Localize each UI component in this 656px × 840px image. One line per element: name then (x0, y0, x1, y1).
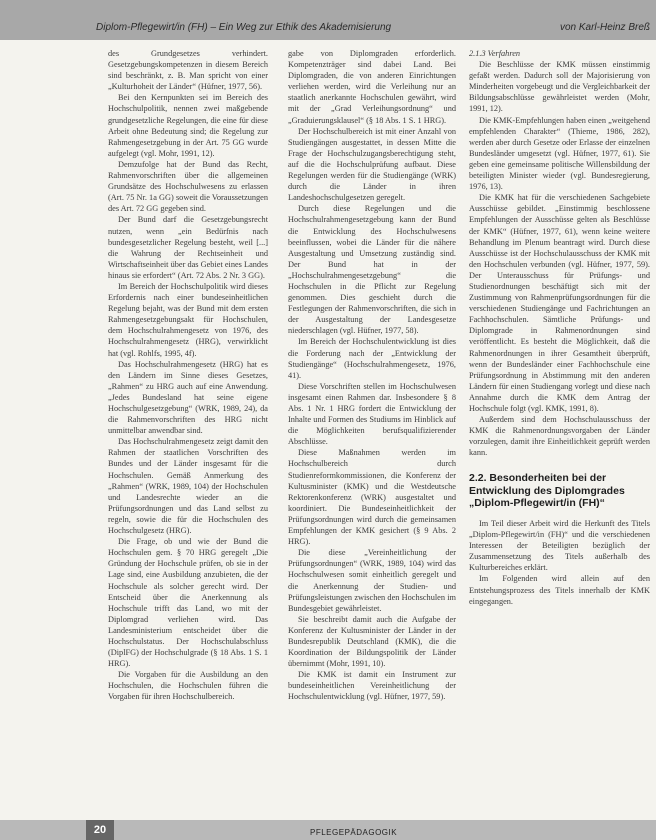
paragraph: gabe von Diplomgraden erforderlich. Kompetenzträger sind dabei Land. Bei Diplomgraden, die von anderen Einrichtungen verliehen werden, wird die Verleihung nur an staatlich anerkannte Hochschulen gewährt, wird mit der „Grad Verleihungsordnung“ und „Graduierungsklausel“ (§ 18 Abs. 1 S. 1 HRG). (288, 49, 456, 125)
paragraph: Im Bereich der Hochschulentwicklung ist dies die Forderung nach der „Entwicklung der Studiengänge“ (Hochschulrahmengesetz, 1976, 41). (288, 337, 456, 380)
paragraph: Durch diese Regelungen und die Hochschulrahmengesetzgebung kann der Bund die Entwicklung des Hochschulwesens beeinflussen, wobei die Länder für die nähere Ausgestaltung und Umsetzung zuständig sind. Der Bund hat in der „Hochschulrahmengesetzgebung“ die Hochschulen in die Pflicht zur Regelung genommen. Dies geschieht durch die Festlegungen der Rahmenvorschriften, die sich in der Ausgestaltung der Landesgesetze niederschlagen (vgl. Hüfner, 1977, 58). (288, 204, 456, 336)
running-title: Diplom-Pflegewirt/in (FH) – Ein Weg zur Ethik des Akademisierung (96, 22, 392, 33)
paragraph: Die KMK hat für die verschiedenen Sachgebiete Ausschüsse gebildet. „Einstimmig beschlossene Empfehlungen der Ausschüsse gelten als Beschlüsse der KMK“ (Hüfner, 1977, 61), wenn keine weitere Behandlung im Plenum beantragt wird. Durch diese Ausschüsse ist der Hochschulausschuss der KMK mit den Hochschulen verbunden (vgl. Hüfner, 1977, 59). Der Unterausschuss für Prüfungs- und Studienordnungen beschäftigt sich mit der Zustimmung von Rahmenprüfungsordnungen für die verschiedenen Studiengänge und Fachrichtungen an Fachhochschulen. Sämtliche Prüfungs- und Diplomgrade in Rahmenordnungen sind veröffentlicht. Es besteht die Möglichkeit, daß die Rahmenordnungen in ihrer Gesamtheit überprüft, wenn der Bundesländer einer Fachhochschule eine Prüfungsordnung in Abstimmung mit den anderen Ländern für einen Studiengang vorlegt und diese nach Annahme durch die KMK dem Antrag der Hochschule folgt (vgl. KMK, 1991, 8). (469, 193, 650, 413)
article-author: von Karl-Heinz Breß (559, 22, 650, 33)
section-heading: 2.2. Besonderheiten bei der Entwicklung des Diplomgrades „Diplom-Pflegewirt/in (FH)“ (469, 472, 625, 510)
paragraph: Außerdem sind dem Hochschulausschuss der KMK die Rahmenordnungsvorgaben der Länder vorzulegen, damit ihre Einheitlichkeit geprüft werden kann. (469, 415, 650, 458)
text-column-right (469, 48, 650, 607)
paragraph: Demzufolge hat der Bund das Recht, Rahmenvorschriften über die allgemeinen Grundsätze des Hochschulwesens zu erlassen (Art. 75 Nr. 1a GG) soweit die Voraussetzungen des Art. 72 GG gegeben sind. (108, 159, 268, 214)
paragraph: Diese Maßnahmen werden im Hochschulbereich durch Studienreformkommissionen, die Konferenz der Kultusminister (KMK) und die Westdeutsche Rektorenkonferenz (WRK) ausgestaltet und koordiniert. Die Bundeseinheitlichkeit der Prüfungsordnungen wird durch die gemeinsamen Empfehlungen der KMK gesichert (§ 9 Abs. 2 HRG). (288, 448, 456, 547)
paragraph: Im Teil dieser Arbeit wird die Herkunft des Titels „Diplom-Pflegewirt/in (FH)“ und die verschiedenen Interessen der Beteiligten bezüglich der Zusammensetzung des Titels außerhalb des Kulturbereiches erklärt. (469, 518, 650, 573)
paragraph: des Grundgesetzes verhindert. Gesetzgebungskompetenzen in diesem Bereich sind beschränkt, z. B. Man spricht von einer „Kulturhoheit der Länder“ (Hüfner, 1977, 56). (108, 49, 268, 92)
paragraph: Im Bereich der Hochschulpolitik wird dieses Erfordernis nach einer bundeseinheitlichen Regelung bejaht, was der Bund mit dem ersten Rahmengesetzgebungsakt für Hochschulen, dem Hochschulrahmengesetz von 1976, des Hochschulrahmengesetz (HRG), verwirklicht hat (vgl. Rohlfs, 1995, 4f). (108, 281, 268, 358)
paragraph: Die Frage, ob und wie der Bund die Hochschulen gem. § 70 HRG geregelt „Die Gründung der Hochschule prüfen, ob sie in der Lage sind, eine Ausbildung anzubieten, die der Hochschule als solcher gerecht wird. Der Entscheid über die Anerkennung als Hochschule trifft das Land, wo mit der Diplomgrad verliehen wird. Das Landesministerium entscheidet über die Hochschulstatus. Der Hochschulabschluss (DiplFG) der Hochschulgrade (§ 18 Abs. 1 S. 1 HRG). (108, 537, 268, 669)
page-number: 20 (86, 820, 114, 840)
paragraph: Das Hochschulrahmengesetz zeigt damit den Rahmen der staatlichen Vorschriften des Bundes und der Länder insgesamt für die Hochschulen. Gemäß Anmerkung des „Rahmen“ (WRK, 1989, 104) der Hochschulen und Landesrechte wieder an die Prüfungsordnungen und das Land selbst zu regeln, sowie die für die Hochschulen des Hochschulgesetz (HRG). (108, 437, 268, 536)
paragraph: Diese Vorschriften stellen im Hochschulwesen insgesamt einen Rahmen dar. Insbesondere § 8 Abs. 1 Nr. 1 HRG fordert die Entwicklung der Inhalte und Formen des Studiums im Hinblick auf die Möglichkeiten berufsqualifizierender Abschlüsse. (288, 381, 456, 447)
paragraph: Die KMK-Empfehlungen haben einen „weitgehend empfehlenden Charakter“ (Thieme, 1986, 282), werden aber durch Gesetze oder Erlasse der einzelnen Bundesländer umgesetzt (vgl. Hüfner, 1977, 61). Sie geben eine gemeinsame politische Willensbildung der beteiligten Minister wieder (vgl. Bundesregierung, 1976, 13). (469, 115, 650, 192)
paragraph: Sie beschreibt damit auch die Aufgabe der Konferenz der Kultusminister der Länder in der Bundesrepublik Deutschland (KMK), die die Koordination der Bildungspolitik der Länder übernimmt (Mohr, 1991, 10). (288, 614, 456, 669)
text-column-left (108, 48, 268, 703)
paragraph: Die KMK ist damit ein Instrument zur bundeseinheitlichen Vereinheitlichung der Hochschulentwicklung (vgl. Hüfner, 1977, 59). (288, 670, 456, 702)
journal-name: PFLEGEPÄDAGOGIK (310, 828, 398, 837)
paragraph: Im Folgenden wird allein auf den Entstehungsprozess des Titels innerhalb der KMK eingegangen. (469, 574, 650, 606)
paragraph: Die Beschlüsse der KMK müssen einstimmig gefaßt werden. Dadurch soll der Majorisierung von Minderheiten vorgebeugt und die Vergleichbarkeit der Bildungsabschlüsse gewährleistet werden (Mohr, 1991, 12). (469, 60, 650, 114)
subsection-heading: 2.1.3 Verfahren (469, 49, 521, 58)
paragraph: Das Hochschulrahmengesetz (HRG) hat es den Ländern im Sinne dieses Gesetzes, „Rahmen“ zu HRG auch auf eine Anwendung. „Jedes Bundesland hat seine eigene Hochschulgesetzgebung“ (WRK, 1989, 24), da die Rahmenvorschriften des HRG nicht unmittelbar anwendbar sind. (108, 359, 268, 436)
text-column-middle (288, 48, 456, 703)
paragraph: Bei den Kernpunkten sei im Bereich des Hochschulpolitik, nennen zwei maßgebende grundgesetzliche Regelungen, die eine für diese Arbeit ohne Bedeutung sind; die Regelung zur Rahmengesetzgebung in der Art. 75 GG wurde aufgelegt (vgl. Mohr, 1991, 12). (108, 93, 268, 158)
page-header (0, 0, 656, 40)
page-footer (0, 820, 656, 840)
paragraph: Die Vorgaben für die Ausbildung an den Hochschulen, die Hochschulen führen die Vorgaben für ihren Hochschulbereich. (108, 670, 268, 702)
paragraph: Der Hochschulbereich ist mit einer Anzahl von Studiengängen ausgestattet, in dessen Mitte die Frage der Hochschulzugangsberechtigung steht, auf die die Hochschulprüfung aufbaut. Diese Regelungen werden für die Studiengänge (WRK) durch die Länder in ihren Landeshochschulgesetzen geregelt. (288, 126, 456, 203)
paragraph: Die diese „Vereinheitlichung der Prüfungsordnungen“ (WRK, 1989, 104) wird das Hochschulwesen somit einheitlich geregelt und die Anerkennung der Studien- und Prüfungsleistungen zwischen den Hochschulen im Bundesgebiet gewährleistet. (288, 548, 456, 613)
paragraph: Der Bund darf die Gesetzgebungsrecht nutzen, wenn „ein Bedürfnis nach bundesgesetzlicher Regelung besteht, weil [...] die Wahrung der Rechtseinheit und Wirtschaftseinheit über das Gebiet eines Landes hinaus sie erfordert“ (Art. 72 Abs. 2 Nr. 3 GG). (108, 215, 268, 280)
